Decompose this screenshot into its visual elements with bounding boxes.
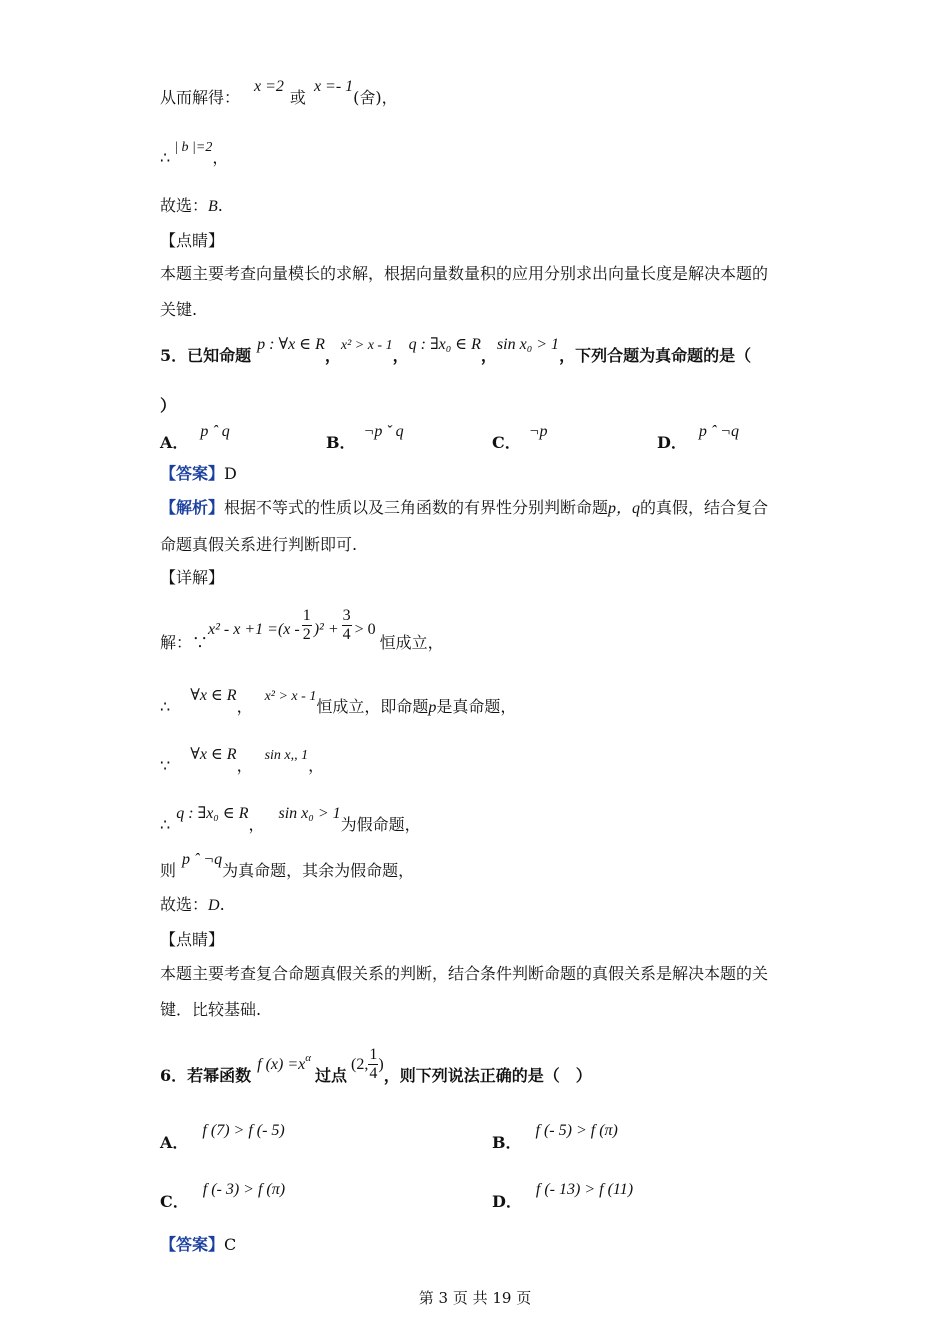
text-or: 或 [289, 88, 306, 107]
answer-value: C [224, 1235, 237, 1254]
question-number: 6．若幂函数 [160, 1066, 252, 1085]
q6-option-c[interactable]: C．f (- 3) > f (π) [160, 1181, 286, 1211]
therefore-symbol: ∴ [160, 148, 171, 167]
answer-tag: 【答案】 [160, 464, 225, 483]
q5-option-b[interactable]: B．¬p ˇ q [326, 423, 404, 452]
q5-option-a[interactable]: A．p ˆ q [160, 423, 230, 452]
solution-line-1 [160, 78, 398, 109]
comment-text-1: 本题主要考查向量模长的求解，根据向量数量积的应用分别求出向量长度是解决本题的 [160, 264, 769, 283]
math-x-eq-neg1: x =- 1 [313, 78, 354, 95]
math-p: p : ∀x ∈ R [257, 336, 325, 353]
fraction-half: $\frac{1}{2}$ [302, 607, 311, 643]
text-discard: (舍)， [353, 88, 398, 107]
question-tail: ，下列合题为真命题的是（ [559, 346, 752, 365]
q6-option-b[interactable]: B．f (- 5) > f (π) [492, 1122, 618, 1152]
question-number: 5．已知命题 [160, 346, 252, 365]
math-power-function: f (x) =x [257, 1056, 306, 1073]
option-expr: p ˆ ¬q [698, 423, 740, 440]
answer-tag: 【答案】 [160, 1235, 225, 1254]
answer-value: D [224, 464, 237, 483]
text: 从而解得： [160, 88, 241, 107]
detail-step-5: 则p ˆ ¬q为真命题，其余为假命题， [160, 851, 415, 880]
fraction-three-quarters: $\frac{3}{4}$ [342, 607, 351, 643]
analysis-5-line-2: 命题真假关系进行判断即可. [160, 535, 358, 554]
answer-letter: B [208, 198, 218, 215]
comment-heading-2: 【点睛】 [160, 930, 225, 949]
fraction-quarter: $\frac{1}{4}$ [369, 1046, 378, 1082]
option-expr: f (- 13) > f (11) [535, 1181, 634, 1198]
answer-5 [160, 464, 237, 484]
detail-heading: 【详解】 [160, 568, 225, 587]
detail-choose: 故选：D. [160, 895, 225, 914]
comment-heading: 【点睛】 [160, 231, 225, 250]
question-5-close: ） [160, 396, 177, 415]
option-expr: f (- 3) > f (π) [202, 1181, 286, 1198]
choose-line: 故选：B. [160, 196, 223, 215]
math-x-eq-2: x =2 [254, 78, 284, 95]
option-expr: p ˆ q [200, 423, 230, 440]
option-expr: f (7) > f (- 5) [202, 1122, 285, 1139]
option-expr: ¬p [528, 423, 548, 440]
math-expression: x² - x +1 =(x - [208, 621, 300, 638]
math-abs-b: | b |=2 [174, 140, 213, 155]
math-p-and-not-q: p ˆ ¬q [182, 851, 223, 868]
text: ， [212, 148, 229, 167]
comment-text-3: 本题主要考查复合命题真假关系的判断，结合条件判断命题的真假关系是解决本题的关 [160, 964, 769, 983]
detail-step-1: 解：∵x² - x +1 =(x - $\frac{1}{2}$ )² + $\frac{3}{4}$ > 0恒成立， [160, 607, 444, 652]
q6-option-d[interactable]: D．f (- 13) > f (11) [492, 1181, 634, 1211]
math-q-cond: sin x₀ > 1 [496, 336, 560, 353]
question-6: 6．若幂函数f $(x) =x^\alpha$过点(2, $\frac{1}{4}$ )，则下列说法正确的是（ ） [160, 1046, 592, 1085]
detail-step-2: ∴∀x ∈ R，x² > x - 1恒成立，即命题p是真命题， [160, 687, 517, 716]
q5-option-d[interactable]: D．p ˆ ¬q [657, 423, 740, 452]
option-expr: f (- 5) > f (π) [535, 1122, 618, 1139]
page-footer: 第 3 页 共 19 页 [418, 1289, 532, 1307]
answer-6 [160, 1235, 236, 1255]
solution-line-2 [160, 140, 229, 170]
analysis-tag: 【解析】 [160, 498, 225, 517]
q5-option-c[interactable]: C．¬p [492, 423, 548, 452]
option-expr: ¬p ˇ q [363, 423, 404, 440]
analysis-5-line-1: 【解析】根据不等式的性质以及三角函数的有界性分别判断命题p，q的真假，结合复合 [160, 498, 769, 517]
detail-step-4: ∴q : ∃x₀ ∈ R，sin x₀ > 1为假命题， [160, 805, 421, 834]
detail-step-3: ∵∀x ∈ R，sin x,, 1， [160, 746, 325, 775]
comment-text-2: 关键. [160, 300, 198, 319]
question-5: 5．已知命题p : ∀x ∈ R，x² > x - 1，q : ∃x₀ ∈ R，sin x₀ > 1，下列合题为真命题的是（ [160, 336, 752, 365]
comment-text-4: 键．比较基础. [160, 1000, 262, 1019]
math-p-cond: x² > x - 1 [340, 338, 393, 353]
q6-option-a[interactable]: A．f (7) > f (- 5) [160, 1122, 285, 1152]
math-q: q : ∃x₀ ∈ R [408, 336, 481, 353]
